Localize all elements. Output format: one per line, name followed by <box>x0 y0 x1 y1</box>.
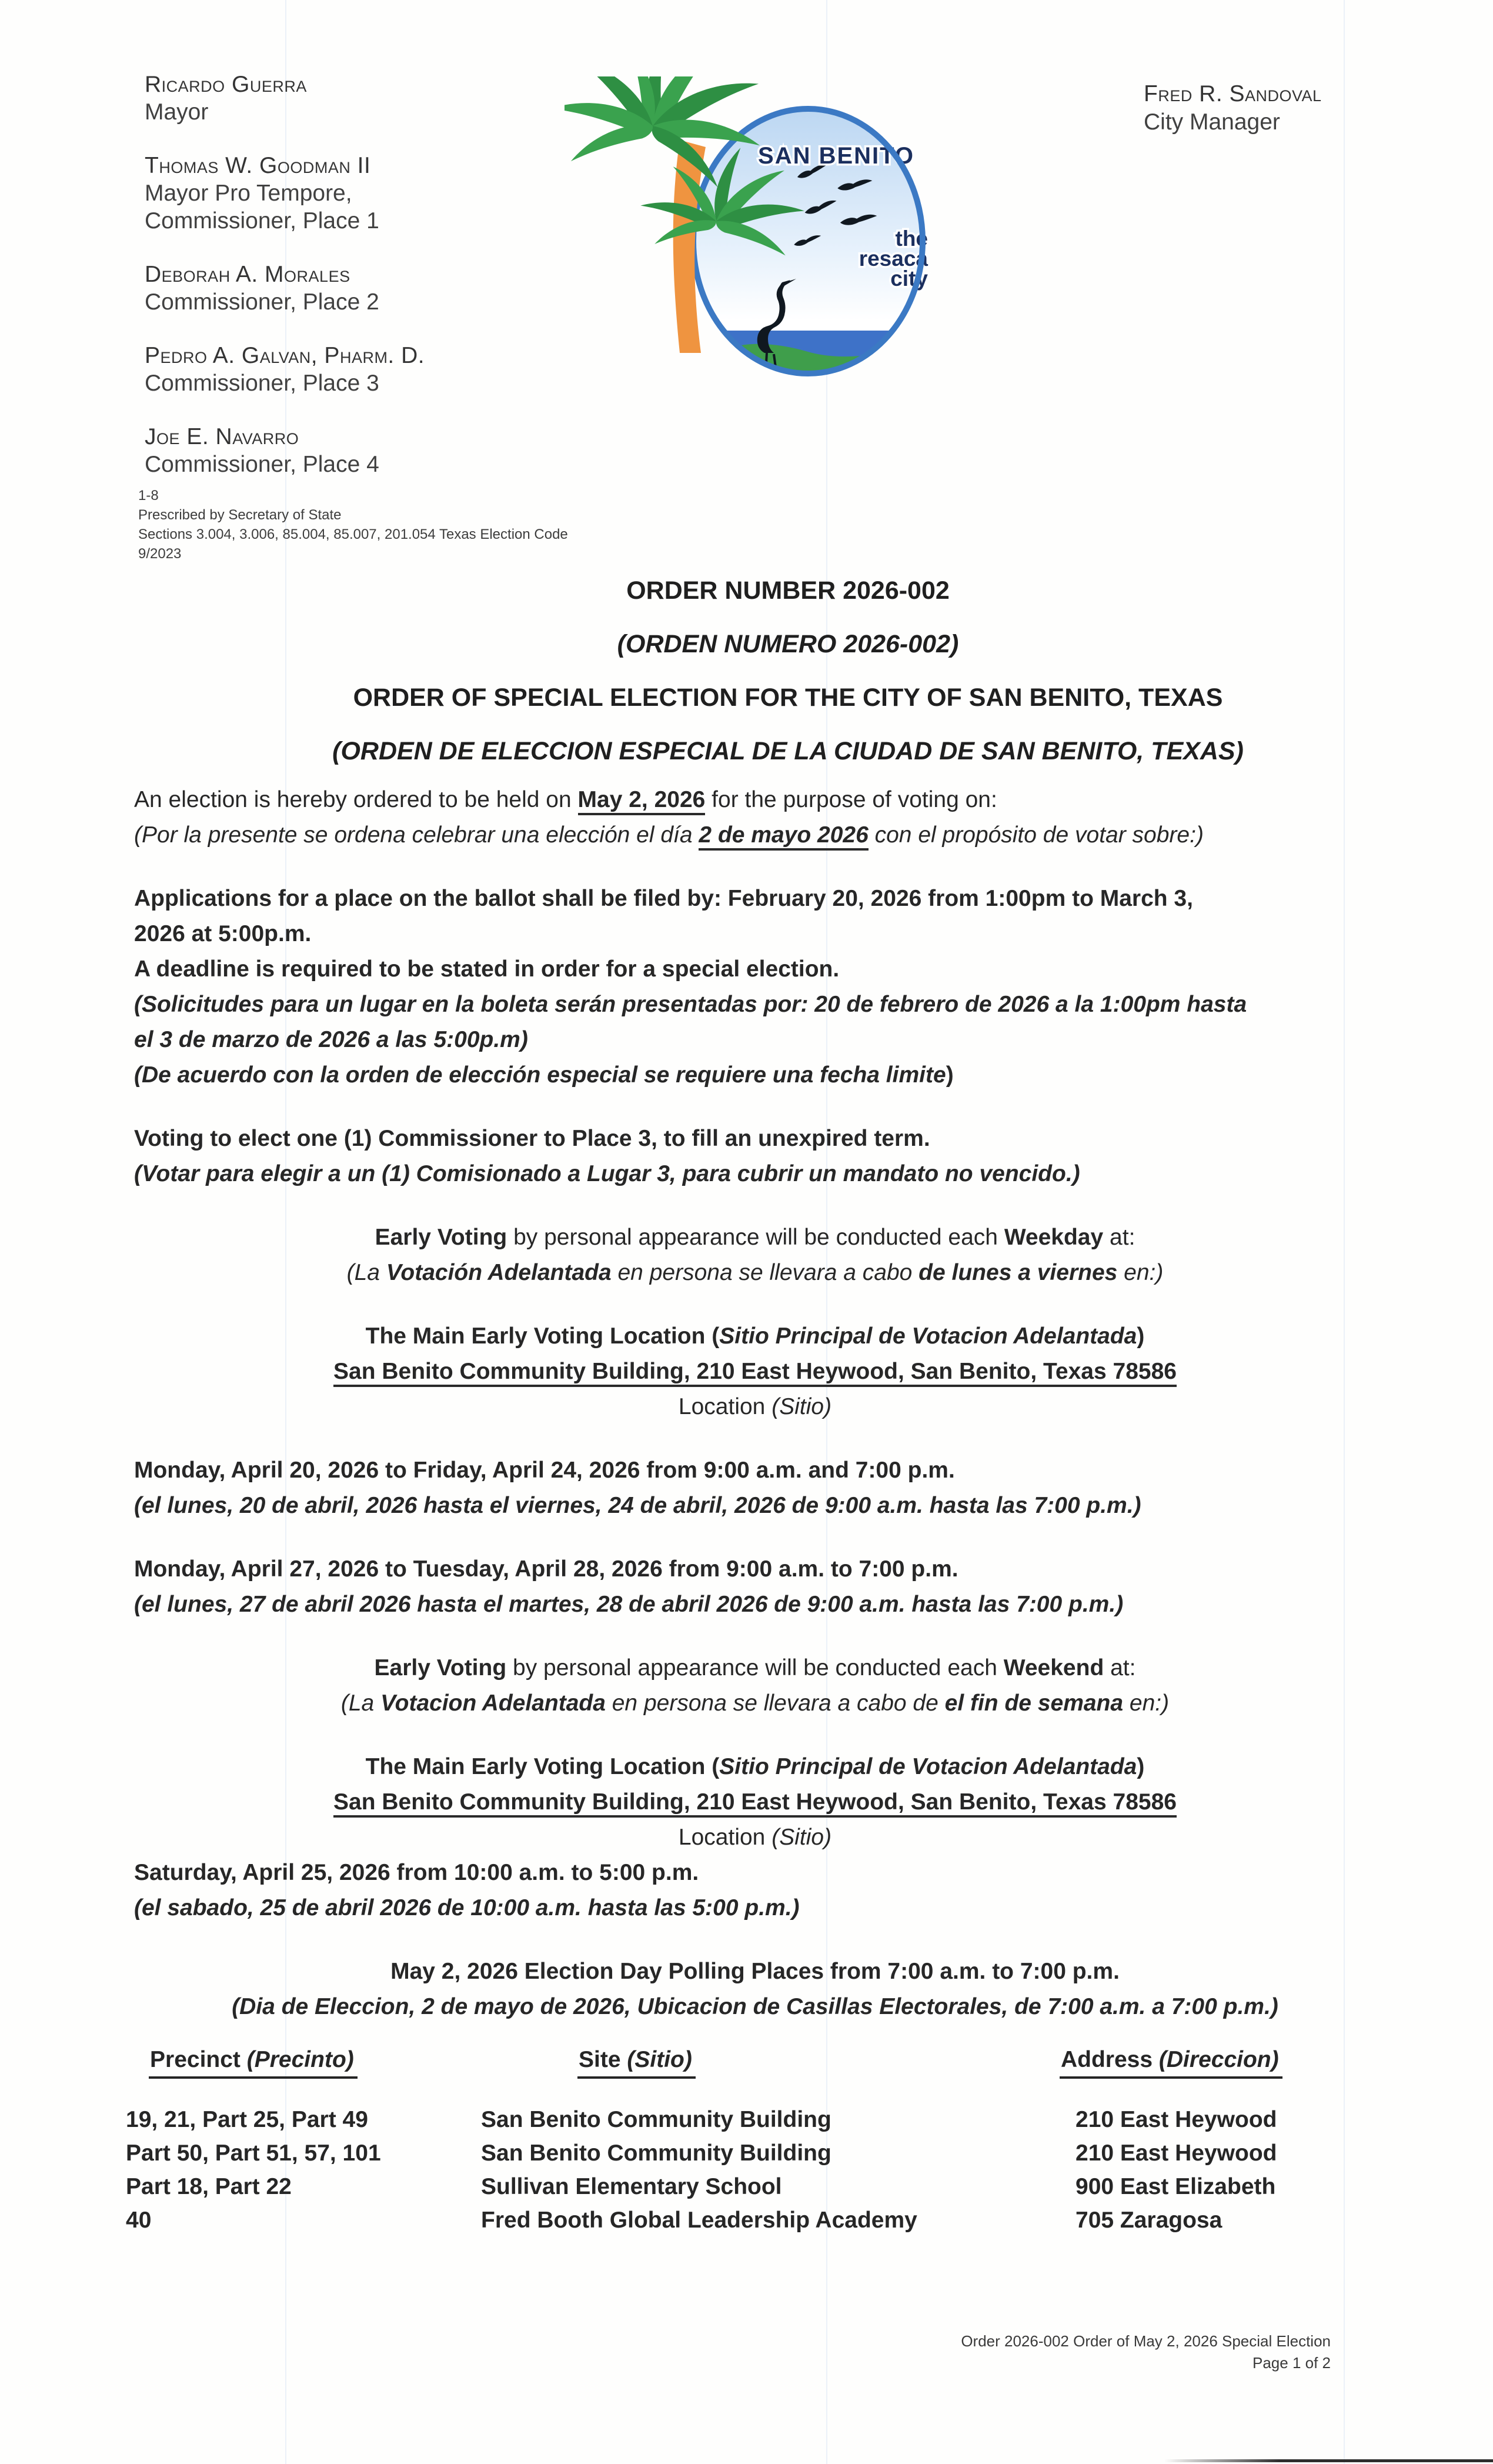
body-paragraph <box>134 1954 1376 2025</box>
body-paragraph <box>134 1319 1376 1425</box>
body-line <box>134 1890 1376 1926</box>
text-run: Sitio Principal de Votacion Adelantada <box>719 1754 1137 1779</box>
text-run: Early Voting <box>375 1225 507 1250</box>
text-run: de lunes a viernes <box>918 1260 1118 1285</box>
text-run: Monday, April 20, 2026 to Friday, April 24, 2026 from 9:00 a.m. and 7:00 p.m. <box>134 1458 955 1483</box>
text-run: 2 de mayo 2026 <box>699 822 868 851</box>
title-line: ORDER OF SPECIAL ELECTION FOR THE CITY OF SAN BENITO, TEXAS <box>353 683 1223 712</box>
title-line: ORDER NUMBER 2026-002 <box>626 576 950 605</box>
text-run: The Main Early Voting Location ( <box>365 1754 720 1779</box>
official-name: Deborah A. Morales <box>145 262 350 287</box>
body-line <box>134 1354 1376 1389</box>
city-manager-name: Fred R. Sandoval <box>1144 81 1322 106</box>
text-run: at: <box>1103 1225 1135 1250</box>
body-line <box>134 1453 1376 1488</box>
body-paragraph <box>134 1220 1376 1291</box>
body-line <box>134 1121 1376 1156</box>
official-title: Mayor <box>145 99 209 125</box>
official-entry <box>145 261 425 316</box>
form-note-line: Prescribed by Secretary of State <box>138 507 342 523</box>
footer-doc-label: Order 2026-002 Order of May 2, 2026 Special Election <box>961 2332 1331 2350</box>
text-run: for the purpose of voting on: <box>705 787 997 812</box>
text-run: (Sitio) <box>627 2047 692 2072</box>
text-run: en:) <box>1117 1260 1164 1285</box>
body-line <box>134 881 1376 916</box>
body-line <box>134 1488 1376 1523</box>
body-line <box>134 1389 1376 1425</box>
table-cell: 19, 21, Part 25, Part 49 <box>126 2107 368 2132</box>
text-run: ) <box>1137 1754 1145 1779</box>
table-cell: San Benito Community Building <box>481 2107 831 2132</box>
text-run: Location <box>678 1825 772 1850</box>
city-manager-block <box>1144 80 1322 136</box>
official-name: Ricardo Guerra <box>145 72 307 97</box>
official-title: Mayor Pro Tempore, <box>145 181 352 206</box>
body-line <box>134 1785 1376 1820</box>
body-line <box>134 1319 1376 1354</box>
page-footer <box>961 2330 1331 2374</box>
text-run: Votación Adelantada <box>386 1260 612 1285</box>
body-line <box>134 1058 1376 1093</box>
text-run: Sitio Principal de Votacion Adelantada <box>719 1323 1137 1349</box>
body-line <box>134 1255 1376 1291</box>
text-run: Site <box>579 2047 627 2072</box>
table-row <box>0 2208 1493 2241</box>
official-title: Commissioner, Place 2 <box>145 289 379 315</box>
form-note <box>138 486 568 564</box>
city-seal-logo <box>565 76 941 382</box>
text-run: (Sitio) <box>771 1394 832 1419</box>
text-run: (el sabado, 25 de abril 2026 de 10:00 a.m. hasta las 5:00 p.m.) <box>134 1895 800 1920</box>
order-body <box>134 782 1376 2053</box>
text-run: (La <box>340 1691 381 1716</box>
table-cell: Sullivan Elementary School <box>481 2174 782 2199</box>
polling-places-table <box>0 2047 1493 2241</box>
body-paragraph <box>134 1121 1376 1192</box>
body-line <box>134 916 1376 952</box>
table-cell: 210 East Heywood <box>1076 2107 1277 2132</box>
official-title: Commissioner, Place 1 <box>145 208 379 234</box>
text-run: ) <box>1137 1323 1145 1349</box>
body-line <box>134 1651 1376 1686</box>
table-header-row <box>0 2047 1493 2107</box>
seal-tagline-line: the <box>895 226 928 251</box>
body-line <box>134 1954 1376 1989</box>
text-run: The Main Early Voting Location ( <box>365 1323 720 1349</box>
text-run: (Precinto) <box>246 2047 354 2072</box>
text-run: by personal appearance will be conducted each <box>507 1225 1004 1250</box>
table-cell: 705 Zaragosa <box>1076 2208 1223 2233</box>
text-run: by personal appearance will be conducted each <box>506 1655 1004 1681</box>
body-line <box>134 1552 1376 1587</box>
text-run: San Benito Community Building, 210 East Heywood, San Benito, Texas 78586 <box>333 1789 1177 1818</box>
official-name: Joe E. Navarro <box>145 424 299 449</box>
table-cell: Part 18, Part 22 <box>126 2174 292 2199</box>
table-cell: 40 <box>126 2208 152 2233</box>
body-line <box>134 1855 1376 1890</box>
order-title <box>83 575 1493 789</box>
body-line <box>134 1820 1376 1855</box>
text-run: Monday, April 27, 2026 to Tuesday, April 28, 2026 from 9:00 a.m. to 7:00 p.m. <box>134 1556 958 1582</box>
title-line: (ORDEN DE ELECCION ESPECIAL DE LA CIUDAD DE SAN BENITO, TEXAS) <box>332 737 1244 765</box>
form-note-line: 1-8 <box>138 488 159 504</box>
san-benito-seal <box>565 76 941 382</box>
seal-tagline-line: resaca <box>859 246 928 271</box>
text-run: (Dia de Eleccion, 2 de mayo de 2026, Ubicacion de Casillas Electorales, de 7:00 a.m. a 7:00 p.m.) <box>232 1994 1278 2019</box>
text-run: en persona se llevara a cabo <box>611 1260 919 1285</box>
table-cell: Fred Booth Global Leadership Academy <box>481 2208 917 2233</box>
table-row <box>0 2140 1493 2174</box>
text-run: (Solicitudes para un lugar en la boleta serán presentadas por: 20 de febrero de 2026 a la 1:00pm hasta <box>134 992 1247 1017</box>
text-run: Weekday <box>1004 1225 1104 1250</box>
text-run: en persona se llevara a cabo de <box>605 1691 945 1716</box>
text-run: (Votar para elegir a un (1) Comisionado a Lugar 3, para cubrir un mandato no vencido.) <box>134 1161 1080 1186</box>
body-paragraph <box>134 1749 1376 1926</box>
body-paragraph <box>134 881 1376 1093</box>
body-line <box>134 952 1376 987</box>
text-run: A deadline is required to be stated in order for a special election. <box>134 956 840 982</box>
table-row <box>0 2107 1493 2140</box>
text-run: Weekend <box>1003 1655 1104 1681</box>
table-cell: San Benito Community Building <box>481 2140 831 2166</box>
footer-page-number: Page 1 of 2 <box>1252 2354 1331 2372</box>
official-entry <box>145 423 425 478</box>
official-title: Commissioner, Place 3 <box>145 371 379 396</box>
body-line <box>134 1749 1376 1785</box>
text-run: at: <box>1104 1655 1136 1681</box>
text-run: 2026 at 5:00p.m. <box>134 921 312 946</box>
text-run: May 2, 2026 <box>578 787 706 815</box>
text-run: May 2, 2026 Election Day Polling Places from 7:00 a.m. to 7:00 p.m. <box>390 1959 1120 1984</box>
text-run: Votacion Adelantada <box>380 1691 606 1716</box>
text-run: ) <box>946 1062 954 1088</box>
form-note-line: 9/2023 <box>138 546 182 562</box>
table-header-cell <box>577 2047 696 2079</box>
official-name: Pedro A. Galvan, Pharm. D. <box>145 343 425 368</box>
table-cell: 900 East Elizabeth <box>1076 2174 1276 2199</box>
body-line <box>134 782 1376 818</box>
body-line <box>134 1220 1376 1255</box>
text-run: (La <box>346 1260 386 1285</box>
text-run: el fin de semana <box>944 1691 1124 1716</box>
official-entry <box>145 342 425 397</box>
seal-city-name: SAN BENITO <box>758 143 914 169</box>
official-title: Commissioner, Place 4 <box>145 452 379 477</box>
table-cell: Part 50, Part 51, 57, 101 <box>126 2140 381 2166</box>
text-run: Saturday, April 25, 2026 from 10:00 a.m. to 5:00 p.m. <box>134 1860 699 1885</box>
body-line <box>134 1686 1376 1721</box>
text-run: Location <box>678 1394 772 1419</box>
official-entry <box>145 152 425 235</box>
form-note-line: Sections 3.004, 3.006, 85.004, 85.007, 201.054 Texas Election Code <box>138 526 568 542</box>
body-line <box>134 1022 1376 1058</box>
body-line <box>134 1587 1376 1622</box>
official-name: Thomas W. Goodman II <box>145 153 371 178</box>
body-paragraph <box>134 1552 1376 1622</box>
text-run: (De acuerdo con la orden de elección especial se requiere una fecha limite <box>134 1062 946 1088</box>
text-run: An election is hereby ordered to be held on <box>134 787 578 812</box>
body-paragraph <box>134 782 1376 853</box>
officials-list <box>145 71 425 504</box>
text-run: (el lunes, 27 de abril 2026 hasta el martes, 28 de abril 2026 de 9:00 a.m. hasta las 7:00 p.m.) <box>134 1592 1124 1617</box>
body-paragraph <box>134 1453 1376 1523</box>
text-run: Precinct <box>150 2047 247 2072</box>
text-run: San Benito Community Building, 210 East Heywood, San Benito, Texas 78586 <box>333 1359 1177 1387</box>
text-run: Voting to elect one (1) Commissioner to Place 3, to fill an unexpired term. <box>134 1126 930 1151</box>
text-run: el 3 de marzo de 2026 a las 5:00p.m) <box>134 1027 528 1052</box>
body-line <box>134 818 1376 853</box>
reed-icon <box>909 315 911 339</box>
text-run: Early Voting <box>374 1655 507 1681</box>
body-line <box>134 1989 1376 2025</box>
text-run: (Sitio) <box>771 1825 832 1850</box>
official-entry <box>145 71 425 126</box>
table-row <box>0 2174 1493 2208</box>
city-manager-title: City Manager <box>1144 109 1280 135</box>
text-run: en:) <box>1123 1691 1170 1716</box>
text-run: Applications for a place on the ballot shall be filed by: February 20, 2026 from 1:00pm to March 3, <box>134 886 1193 911</box>
text-run: (el lunes, 20 de abril, 2026 hasta el viernes, 24 de abril, 2026 de 9:00 a.m. hasta las 7:00 p.m.) <box>134 1493 1141 1518</box>
body-line <box>134 987 1376 1022</box>
text-run: (Por la presente se ordena celebrar una elección el día <box>134 822 699 848</box>
table-cell: 210 East Heywood <box>1076 2140 1277 2166</box>
text-run: Address <box>1061 2047 1159 2072</box>
title-line: (ORDEN NUMERO 2026-002) <box>617 630 959 658</box>
text-run: con el propósito de votar sobre:) <box>868 822 1204 848</box>
seal-tagline-line: city <box>890 266 928 291</box>
table-header-cell <box>1060 2047 1282 2079</box>
scan-edge-artifact <box>1164 2459 1493 2462</box>
table-header-cell <box>149 2047 358 2079</box>
text-run: (Direccion) <box>1158 2047 1279 2072</box>
body-line <box>134 1156 1376 1192</box>
body-paragraph <box>134 1651 1376 1721</box>
